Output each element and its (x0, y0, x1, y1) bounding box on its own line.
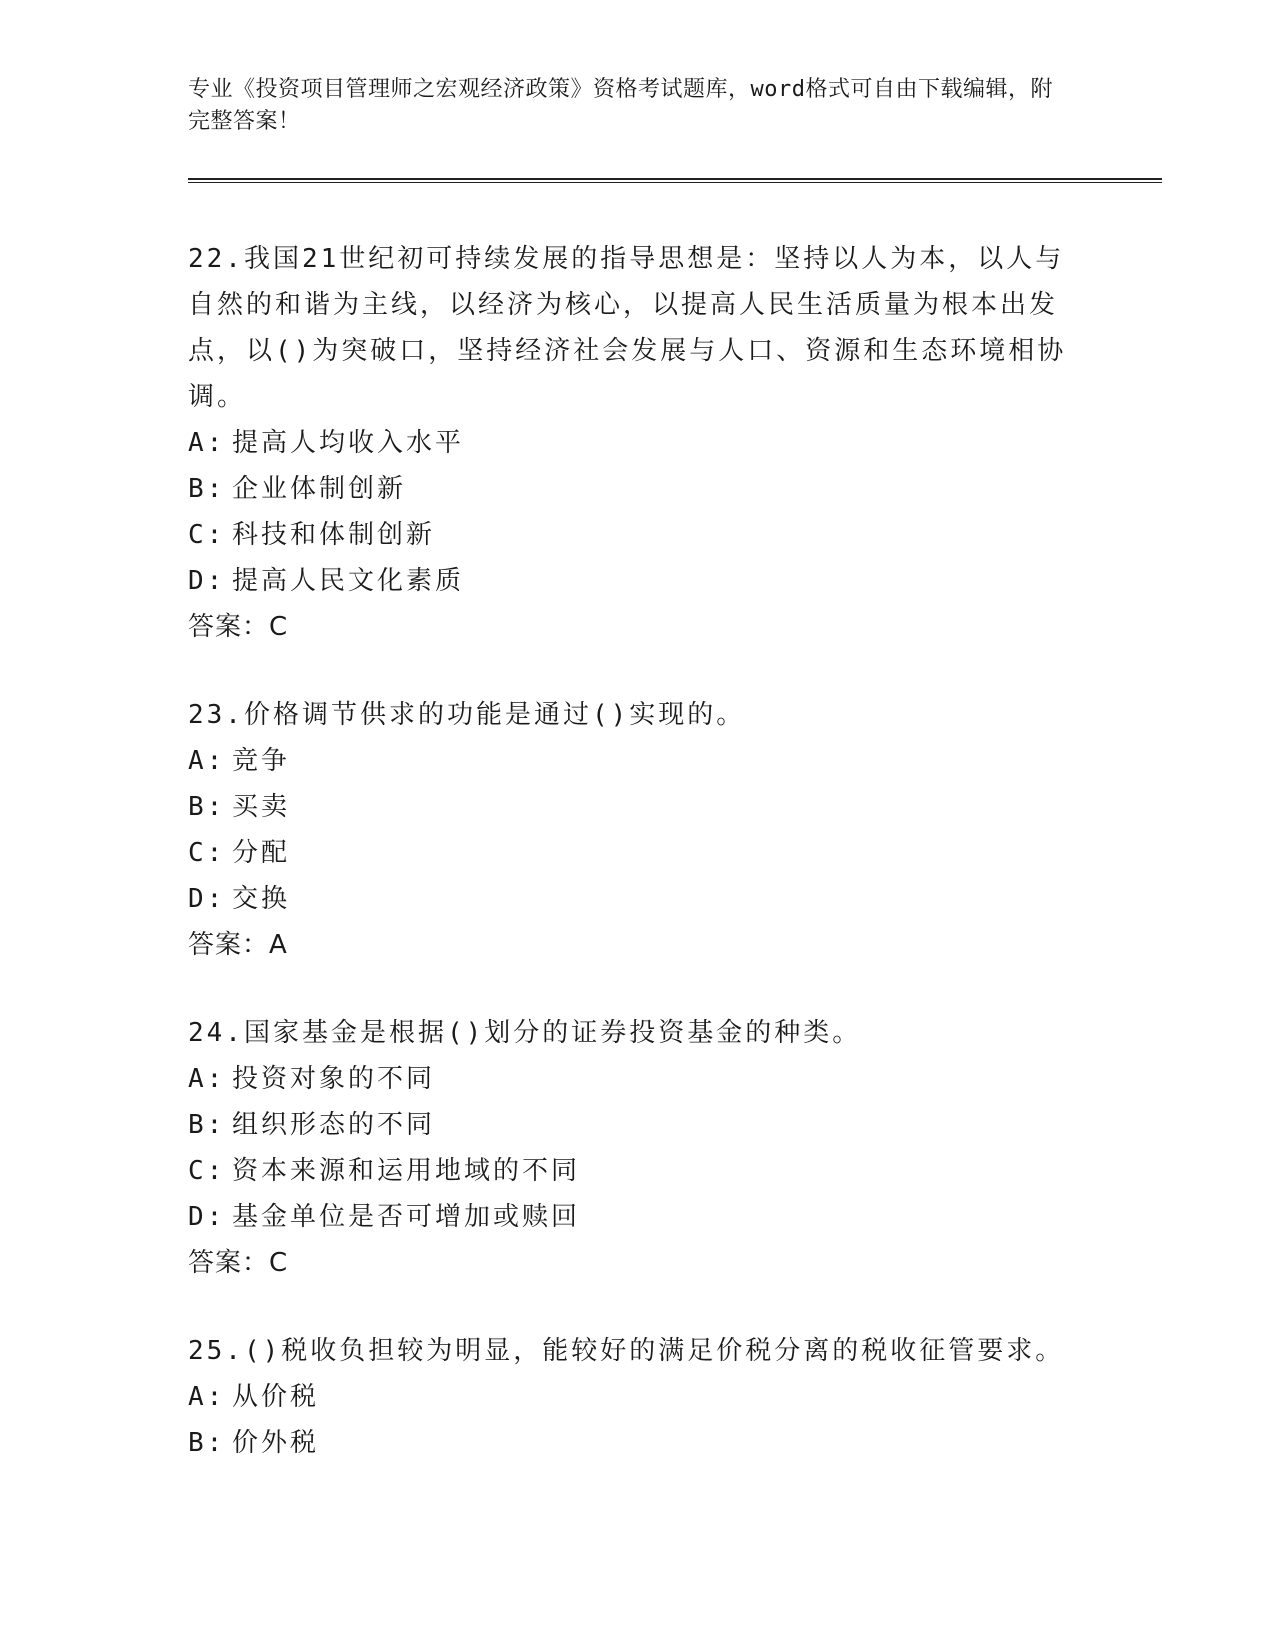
option-b (188, 1420, 1068, 1466)
option-letter: A: (188, 746, 226, 776)
option-letter: C: (188, 838, 226, 868)
option-a (188, 1374, 1068, 1420)
option-text: 科技和体制创新 (232, 520, 436, 550)
option-text: 提高人均收入水平 (232, 428, 465, 458)
option-text: 提高人民文化素质 (232, 566, 465, 596)
option-text: 投资对象的不同 (232, 1064, 436, 1094)
header-divider (188, 178, 1162, 183)
option-a (188, 1056, 1068, 1102)
option-text: 资本来源和运用地域的不同 (232, 1156, 581, 1186)
question-stem: 23.价格调节供求的功能是通过()实现的。 (188, 700, 746, 730)
option-text: 企业体制创新 (232, 474, 407, 504)
option-b (188, 1102, 1068, 1148)
option-letter: D: (188, 1202, 226, 1232)
option-text: 买卖 (232, 792, 291, 822)
option-letter: A: (188, 1064, 226, 1094)
option-text: 竞争 (232, 746, 291, 776)
option-letter: C: (188, 1156, 226, 1186)
question-24 (188, 1010, 1068, 1286)
option-text: 分配 (232, 838, 291, 868)
option-letter: B: (188, 1428, 226, 1458)
option-letter: B: (188, 1110, 226, 1140)
option-b (188, 784, 1068, 830)
option-text: 从价税 (232, 1382, 320, 1412)
question-23 (188, 692, 1068, 968)
option-d (188, 876, 1068, 922)
option-text: 基金单位是否可增加或赎回 (232, 1202, 581, 1232)
option-letter: D: (188, 884, 226, 914)
option-c (188, 830, 1068, 876)
option-letter: B: (188, 474, 226, 504)
question-stem: 24.国家基金是根据()划分的证券投资基金的种类。 (188, 1018, 862, 1048)
option-text: 组织形态的不同 (232, 1110, 436, 1140)
answer-line: 答案：A (188, 930, 288, 960)
option-a (188, 738, 1068, 784)
question-list (188, 236, 1068, 1508)
option-a (188, 420, 1068, 466)
option-letter: B: (188, 792, 226, 822)
question-stem: 25.()税收负担较为明显，能较好的满足价税分离的税收征管要求。 (188, 1336, 1065, 1366)
page-header: 专业《投资项目管理师之宏观经济政策》资格考试题库，word格式可自由下载编辑，附完整答案！ (188, 77, 1053, 134)
option-d (188, 1194, 1068, 1240)
answer-line: 答案：C (188, 1248, 289, 1278)
question-25 (188, 1328, 1068, 1466)
option-letter: A: (188, 1382, 226, 1412)
option-letter: D: (188, 566, 226, 596)
answer-line: 答案：C (188, 612, 289, 642)
option-text: 交换 (232, 884, 291, 914)
option-letter: C: (188, 520, 226, 550)
question-22 (188, 236, 1068, 650)
option-b (188, 466, 1068, 512)
option-c (188, 512, 1068, 558)
option-letter: A: (188, 428, 226, 458)
option-text: 价外税 (232, 1428, 320, 1458)
option-c (188, 1148, 1068, 1194)
option-d (188, 558, 1068, 604)
question-stem: 22.我国21世纪初可持续发展的指导思想是：坚持以人为本，以人与自然的和谐为主线，以经济为核心，以提高人民生活质量为根本出发点，以()为突破口，坚持经济社会发展与人口、资源和生态环境相协调。 (188, 244, 1067, 412)
